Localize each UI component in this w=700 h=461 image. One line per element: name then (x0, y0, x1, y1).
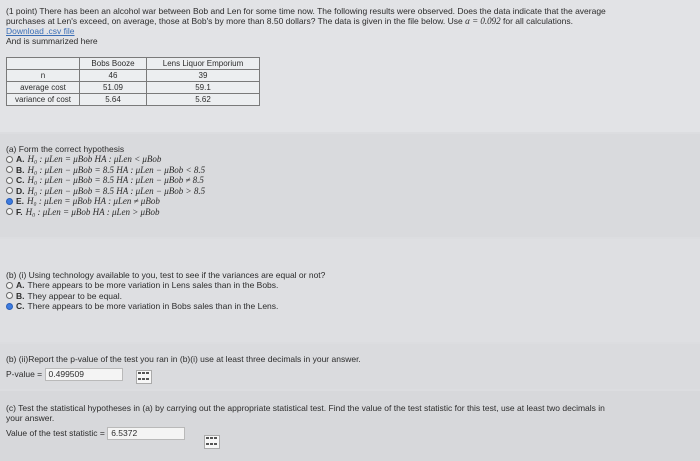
problem-line-2-end: for all calculations. (503, 16, 573, 26)
test-statistic-input[interactable]: 6.5372 (107, 427, 185, 440)
p-value-label: P-value = (6, 368, 43, 379)
part-b2-panel (0, 344, 700, 389)
table-cell: average cost (7, 82, 80, 94)
table-header (7, 58, 80, 70)
radio-button[interactable] (6, 282, 13, 289)
table-cell: 39 (147, 70, 260, 82)
radio-button[interactable] (6, 187, 13, 194)
radio-button[interactable] (6, 156, 13, 163)
option-e[interactable]: E. H₀ : μLen = μBob HA : μLen ≠ μBob (6, 196, 205, 207)
part-c-prompt-2: your answer. (6, 413, 55, 423)
part-b1-panel (0, 239, 700, 342)
part-a-prompt: (a) Form the correct hypothesis (6, 144, 125, 154)
option-c[interactable]: C. There appears to be more variation in Bobs sales than in the Lens. (6, 301, 325, 312)
option-d[interactable]: D. H₀ : μLen − μBob = 8.5 HA : μLen − μBob > 8.5 (6, 186, 205, 197)
option-a[interactable]: A. H₀ : μLen = μBob HA : μLen < μBob (6, 154, 205, 165)
problem-panel (0, 0, 700, 132)
table-cell: 46 (80, 70, 147, 82)
alpha-value: α = 0.092 (465, 16, 501, 26)
option-b[interactable]: B. H₀ : μLen − μBob = 8.5 HA : μLen − μBob < 8.5 (6, 165, 205, 176)
option-f[interactable]: F. H₀ : μLen = μBob HA : μLen > μBob (6, 207, 205, 218)
summary-table (6, 57, 260, 106)
table-header-row (7, 58, 260, 70)
grid-icon[interactable] (204, 435, 220, 449)
problem-text (6, 6, 606, 46)
table-cell: variance of cost (7, 94, 80, 106)
table-row (7, 94, 260, 106)
table-cell: 59.1 (147, 82, 260, 94)
problem-line-1: There has been an alcohol war between Bob and Len for some time now. The following results were observed. Does the data indicate that the average (39, 6, 606, 16)
radio-button[interactable] (6, 292, 13, 299)
radio-button-selected[interactable] (6, 198, 13, 205)
table-cell: 5.64 (80, 94, 147, 106)
table-header: Lens Liquor Emporium (147, 58, 260, 70)
radio-button[interactable] (6, 177, 13, 184)
p-value-input[interactable]: 0.499509 (45, 368, 123, 381)
option-b[interactable]: B. They appear to be equal. (6, 291, 325, 302)
radio-button[interactable] (6, 208, 13, 215)
option-a[interactable]: A. There appears to be more variation in Lens sales than in the Bobs. (6, 280, 325, 291)
points-label: (1 point) (6, 6, 38, 16)
option-c[interactable]: C. H₀ : μLen − μBob = 8.5 HA : μLen − μBob ≠ 8.5 (6, 175, 205, 186)
part-c-panel (0, 391, 700, 461)
test-statistic-label: Value of the test statistic = (6, 427, 105, 438)
part-a-panel (0, 134, 700, 237)
table-row (7, 70, 260, 82)
download-csv-link[interactable]: Download .csv file (6, 26, 75, 36)
part-b2-prompt: (b) (ii)Report the p-value of the test you ran in (b)(i) use at least three decimals in your answer. (6, 354, 361, 364)
table-cell: 5.62 (147, 94, 260, 106)
table-header: Bobs Booze (80, 58, 147, 70)
table-cell: n (7, 70, 80, 82)
radio-button[interactable] (6, 166, 13, 173)
table-row (7, 82, 260, 94)
radio-button-selected[interactable] (6, 303, 13, 310)
part-b1-prompt: (b) (i) Using technology available to you, test to see if the variances are equal or not? (6, 270, 326, 280)
grid-icon[interactable] (136, 370, 152, 384)
table-cell: 51.09 (80, 82, 147, 94)
part-c-prompt-1: (c) Test the statistical hypotheses in (a) by carrying out the appropriate statistical test. Find the value of the test statistic for this test, use at least two decimals in (6, 403, 605, 413)
summary-label: And is summarized here (6, 36, 98, 46)
problem-line-2: purchases at Len's exceed, on average, those at Bob's by more than 8.50 dollars? The data is given in the file below. Use (6, 16, 463, 26)
